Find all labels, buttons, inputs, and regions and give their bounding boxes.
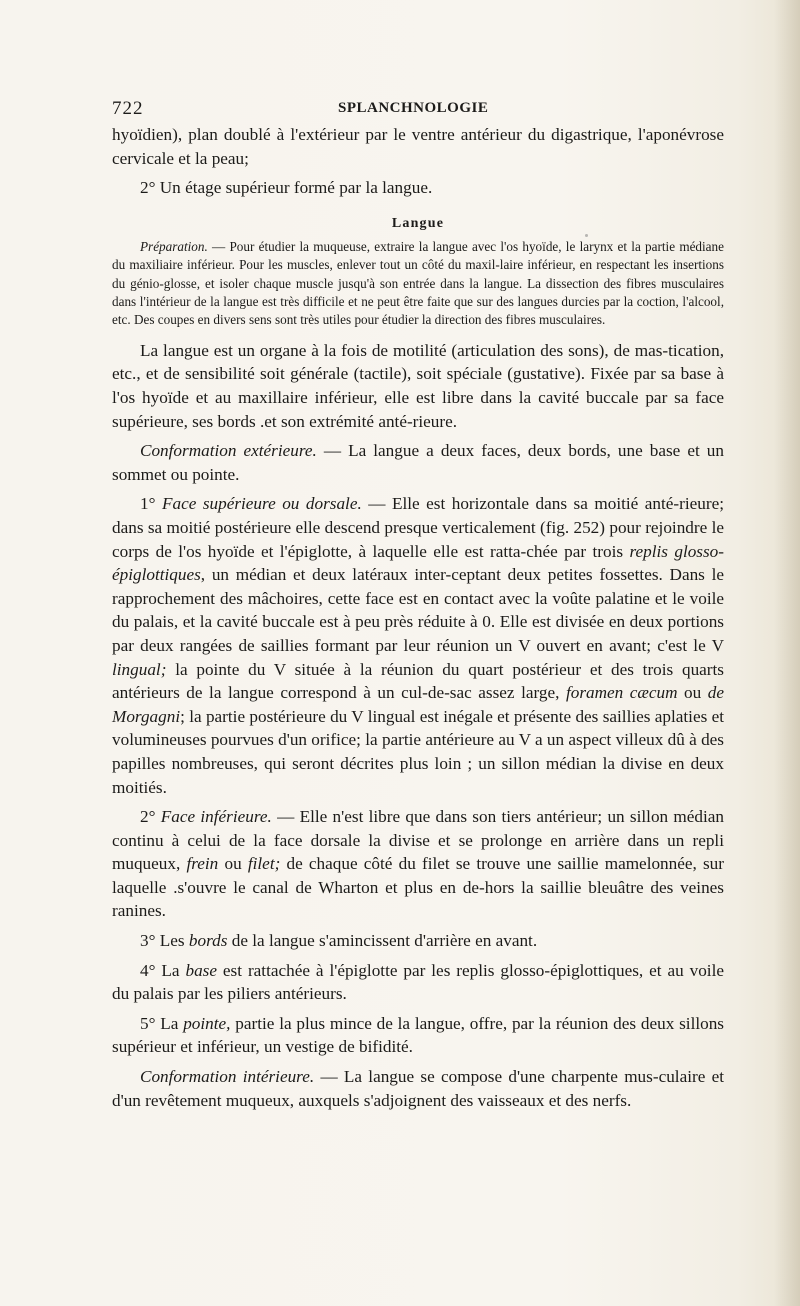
text-part: partie la plus mince de la langue, offre, par la réunion des deux sillons supérieur et inférieur, un vestige de bifidité. [112,1013,724,1057]
item-number: 5° La [140,1013,184,1033]
preparation-paragraph [112,238,724,330]
text-part: , un médian et deux latéraux inter-ceptant deux petites fossettes. Dans le rapprochement des mâchoires, cette face est en contact avec la voûte palatine et le voile du palais, et la cavité buccale est à peu près réduite à 0. Elle est divisée en deux portions par deux rangées de saillies formant par leur réunion un V ouvert en avant; c'est le V [112,565,724,655]
term-morgagni: de Morgagni [112,683,725,726]
intro-paragraph: hyoïdien), plan doublé à l'extérieur par le ventre antérieur du digastrique, l'aponévrose cervicale et la peau; [112,125,724,168]
paragraph-conformation-interieure [112,1065,724,1112]
text-part: ou [677,683,708,703]
paragraph-face-superieure [112,492,724,799]
text-part: — La langue se compose d'une charpente mus-culaire et d'un revêtement muqueux, auxquels s'adjoignent des vaisseaux et des nerfs. [112,1067,724,1110]
text-part: ou [218,854,248,874]
paragraph-conformation-exterieure [112,439,724,486]
preparation-lead: Préparation. [140,238,208,254]
term-lingual: lingual; [112,659,167,679]
heading-conformation-exterieure: Conformation extérieure. [140,441,317,461]
term-foramen: foramen cæcum [565,683,678,703]
text-part: — Elle est horizontale dans sa moitié anté-rieure; dans sa moitié postérieure elle descend presque verticalement (fig. 252) pour rejoindre le corps de l'os hyoïde et l'épiglotte, à laquelle elle est ratta-chée par trois [112,494,724,561]
term-bords: bords [188,931,228,951]
page-content [112,123,724,1112]
page-number: 722 [112,98,144,119]
heading-face-inferieure: Face inférieure. [160,807,272,827]
term-replis: replis glosso-épiglottiques [112,541,725,585]
heading-face-superieure: Face supérieure ou dorsale. [161,494,362,514]
text-conformation-exterieure: — La langue a deux faces, deux bords, une base et un sommet ou pointe. [112,441,724,484]
term-pointe: pointe, [183,1013,231,1033]
intro-item-2: 2° Un étage supérieur formé par la langue. [140,178,433,198]
item-number: 3° Les [140,931,189,951]
text-part: de chaque côté du filet se trouve une saillie mamelonnée, sur laquelle .s'ouvre le canal de Wharton et plus en de-hors la saillie bleuâtre des veines ranines. [112,854,724,921]
paragraph-pointe [112,1012,724,1059]
page-header [112,98,722,120]
running-title: SPLANCHNOLOGIE [338,100,489,116]
term-frein: frein [186,854,219,874]
paragraph-face-inferieure [112,805,724,923]
heading-conformation-interieure: Conformation intérieure. [140,1067,315,1087]
paragraph-overview: La langue est un organe à la fois de motilité (articulation des sons), de mas-tication, etc., et de sensibilité soit générale (tactile), soit spéciale (gustative). Fixée par sa base à l'os hyoïde et au maxillaire inférieur, elle est libre dans la cavité buccale par sa face supérieure, ses bords .et son extrémité anté-rieure. [112,340,724,431]
text-part: — Elle n'est libre que dans son tiers antérieur; un sillon médian continu à celui de la face dorsale la divise et se prolonge en arrière dans un repli muqueux, [112,807,725,874]
section-heading-langue: Langue [391,215,445,231]
text-part: est rattachée à l'épiglotte par les replis glosso-épiglottiques, et au voile du palais par les piliers antérieurs. [112,960,724,1004]
page-edge-shadow [774,0,800,1306]
text-part: la pointe du V située à la réunion du quart postérieur et des trois quarts antérieurs de la langue correspond à un cul-de-sac assez large, [112,659,724,703]
item-number: 2° [140,807,161,827]
preparation-text: — Pour étudier la muqueuse, extraire la langue avec l'os hyoïde, le larynx et la partie médiane du maxiliaire inférieur. Pour les muscles, enlever tout un côté du maxil-laire inférieur, en respectant les insertions du génio-glosse, et isoler chaque muscle jusqu'à son entrée dans la langue. La dissection des fibres musculaires dans l'intérieur de la langue est très difficile et ne peut être faite que sur des langues durcies par la coction, l'alcool, etc. Des coupes en divers sens sont très utiles pour étudier la direction des fibres musculaires. [112,238,724,328]
term-base: base [185,960,217,980]
text-part: de la langue s'amincissent d'arrière en avant. [227,931,538,951]
item-number: 4° La [140,960,186,980]
item-number: 1° [140,494,162,514]
paragraph-bords [112,929,724,953]
term-filet: filet; [247,854,281,874]
text-part: ; la partie postérieure du V lingual est inégale et présente des saillies aplaties et volumineuses pourvues d'un orifice; la partie antérieure au V a un aspect villeux dû à des papilles nombreuses, qui seront décrites plus loin ; un sillon médian la divise en deux moitiés. [112,706,724,797]
paragraph-base [112,959,724,1006]
